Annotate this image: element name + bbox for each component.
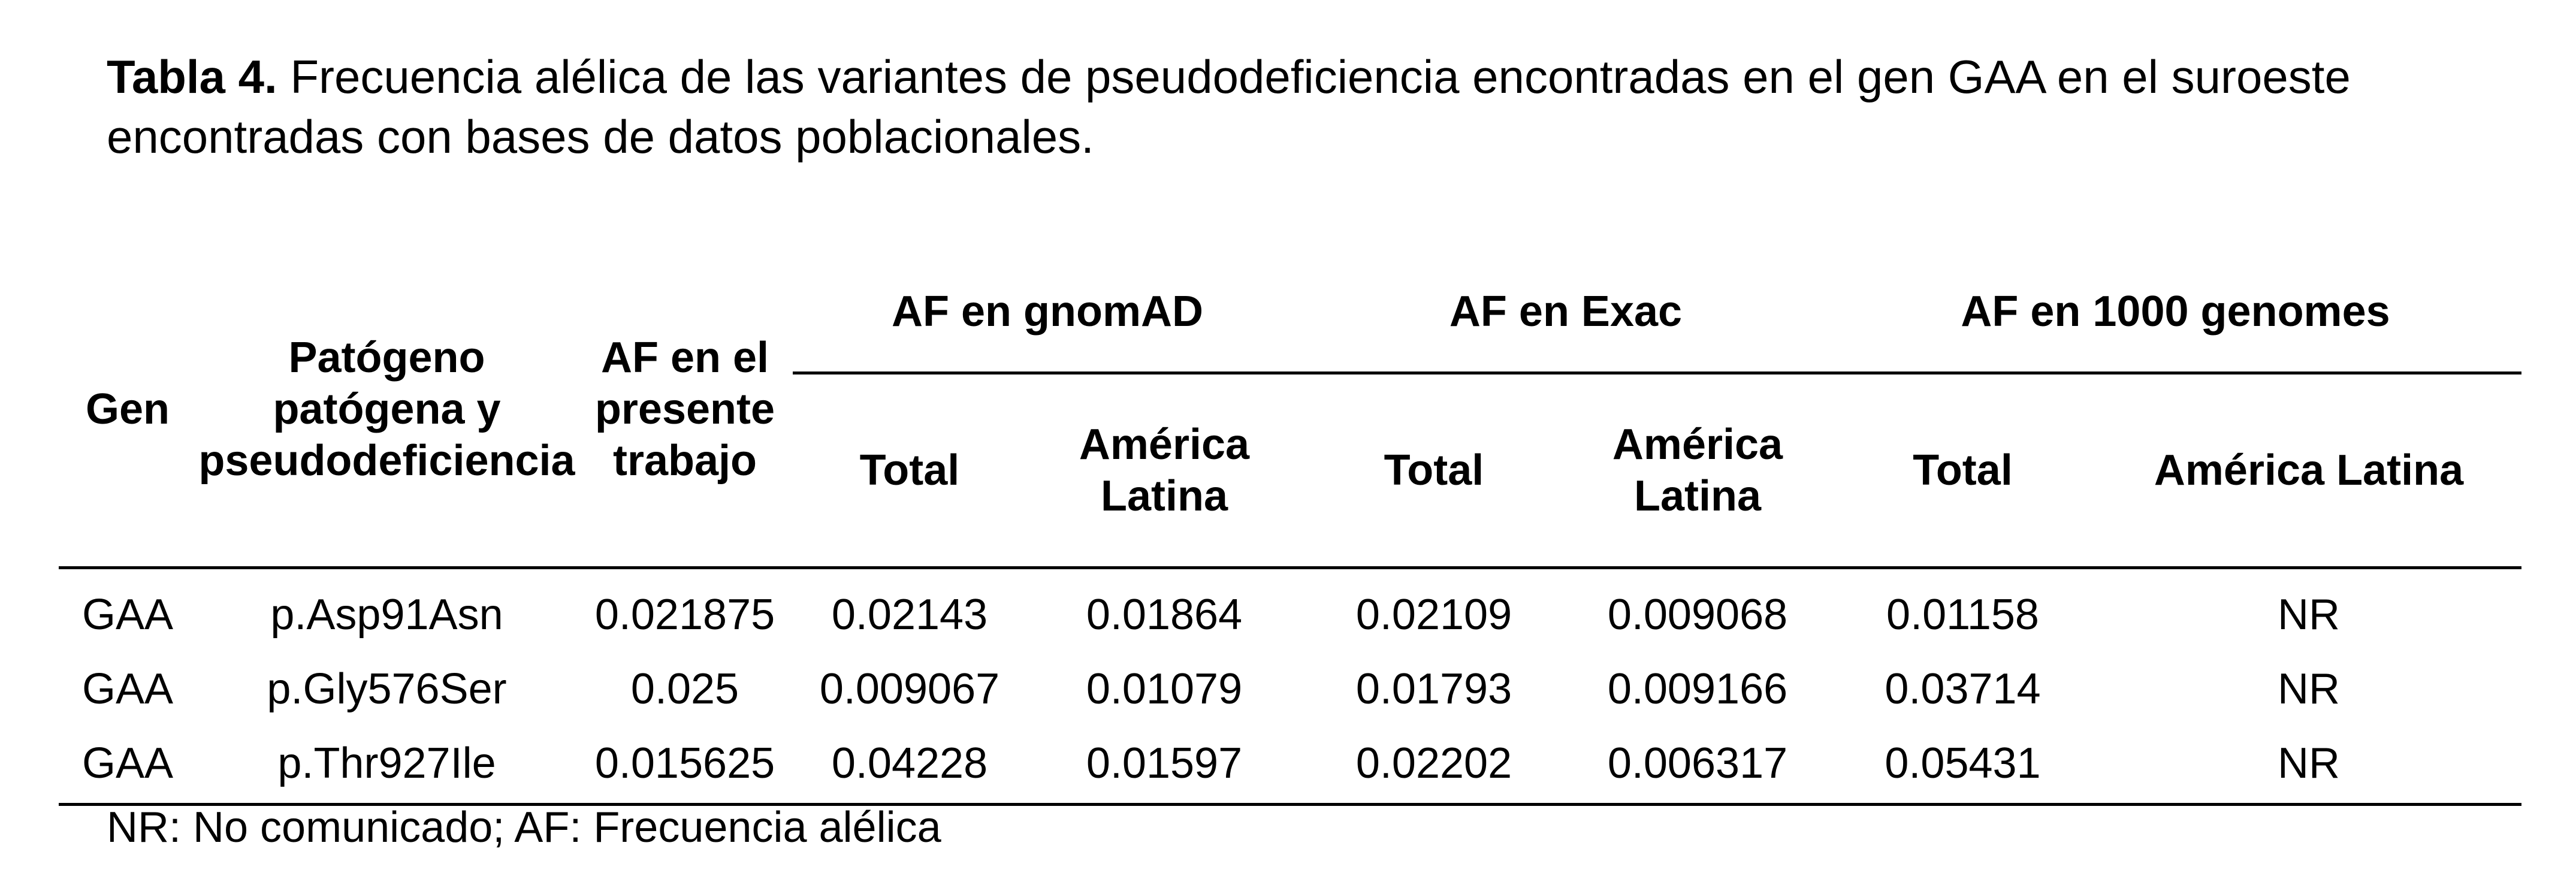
cell-af-presente: 0.015625 [577,726,793,805]
cell-variant: p.Asp91Asn [270,591,503,639]
cell-af-presente: 0.025 [630,665,739,713]
cell-gnomad-latina: 0.01597 [1026,726,1302,805]
cell-variant: p.Gly576Ser [267,665,507,713]
frequency-table [59,252,2521,806]
cell-1000g-total: 0.05431 [1829,726,2096,805]
cell-gen: GAA [81,591,174,639]
cell-gnomad-total: 0.02143 [831,591,988,639]
subheader-exac-total: Total [1302,373,1566,568]
subheader-gnomad-latina: América Latina [1026,373,1302,568]
table-container [59,252,2521,806]
table-row [59,726,2521,805]
cell-exac-total: 0.02202 [1302,726,1566,805]
cell-gen: GAA [59,726,197,805]
cell-gen: GAA [81,665,174,713]
caption-lead: Tabla 4. [107,50,277,103]
header-patogeno: Patógeno patógena y pseudodeficiencia [197,252,577,568]
subheader-exac-latina: América Latina [1566,373,1829,568]
header-group-exac: AF en Exac [1302,252,1829,373]
cell-exac-latina: 0.006317 [1566,726,1829,805]
table-footnote: NR: No comunicado; AF: Frecuencia alélica [107,804,941,851]
cell-exac-total: 0.01793 [1355,665,1512,713]
cell-1000g-latina: NR [2096,726,2521,805]
cell-1000g-total: 0.01158 [1886,591,2039,639]
subheader-1000g-latina: América Latina [2096,373,2521,568]
caption-text: Frecuencia alélica de las variantes de pseudodeficiencia encontradas en el gen GAA en el suroeste encontradas con bases de datos poblacionales. [107,50,2351,163]
cell-variant: p.Thr927Ile [197,726,577,805]
cell-1000g-latina: NR [2278,591,2341,639]
cell-gnomad-total: 0.04228 [793,726,1026,805]
cell-exac-latina: 0.009166 [1607,665,1788,713]
subheader-1000g-total: Total [1829,373,2096,568]
cell-gnomad-total: 0.009067 [819,665,1000,713]
table-caption [107,47,2492,167]
header-gen: Gen [59,252,197,568]
cell-gnomad-latina: 0.01864 [1086,591,1243,639]
cell-gnomad-latina: 0.01079 [1086,665,1243,713]
cell-exac-latina: 0.009068 [1607,591,1788,639]
header-group-1000genomes: AF en 1000 genomes [1829,252,2521,373]
header-af-presente: AF en el presente trabajo [577,252,793,568]
cell-1000g-total: 0.03714 [1885,665,2041,713]
subheader-gnomad-total: Total [793,373,1026,568]
cell-1000g-latina: NR [2278,665,2341,713]
table-row [59,568,2521,653]
cell-exac-total: 0.02109 [1355,591,1512,639]
table-row [59,652,2521,726]
header-group-gnomad: AF en gnomAD [793,252,1302,373]
cell-af-presente: 0.021875 [594,591,775,639]
